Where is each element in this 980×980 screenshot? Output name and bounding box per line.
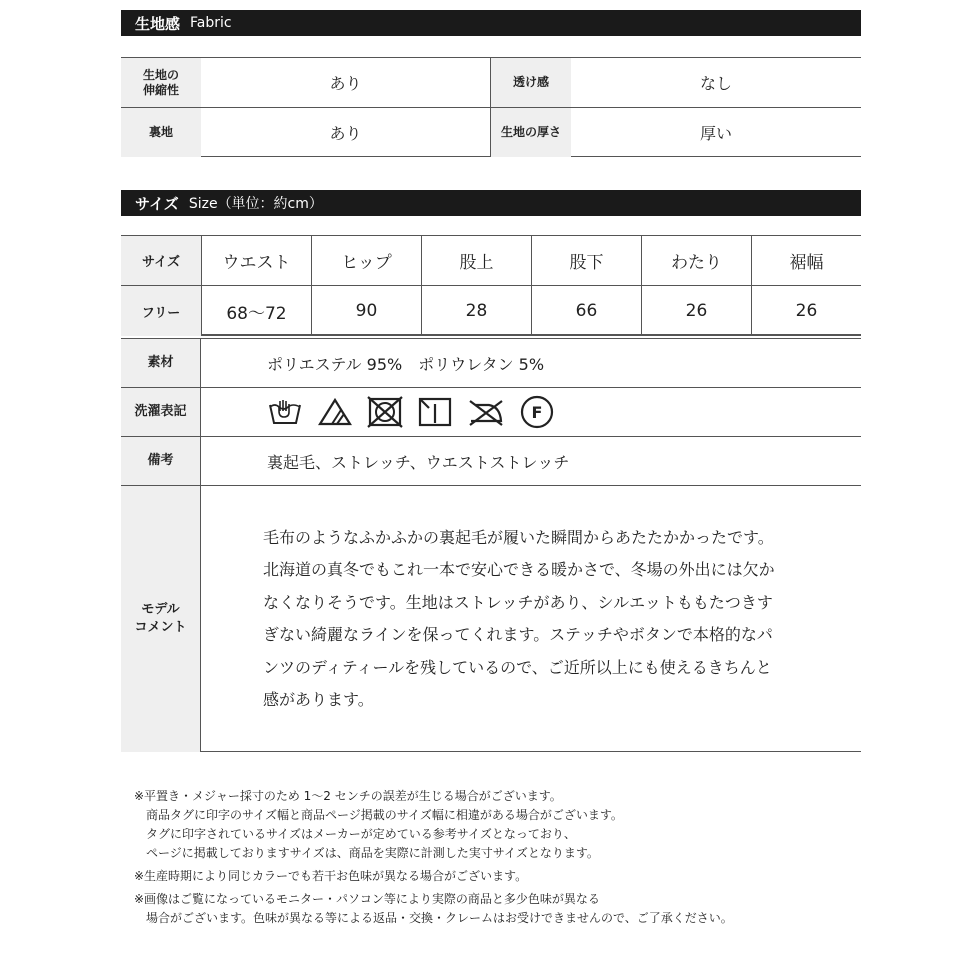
thickness-label: 生地の厚さ [491,108,571,157]
inseam-value: 66 [531,286,641,336]
svg-text:F: F [531,403,543,422]
note-line: 商品タグに印字のサイズ幅と商品ページ掲載のサイズ幅に相違がある場合がございます。 [134,808,623,822]
note-line: タグに印字されているサイズはメーカーが定めている参考サイズとなっており、 [134,827,576,841]
material-value: ポリエステル 95% ポリウレタン 5% [267,354,545,374]
size-header-row [121,236,861,286]
stretch-value: あり [201,58,491,107]
size-free: フリー [121,286,201,336]
comment-row [121,486,861,752]
hip-value: 90 [311,286,421,336]
rise-value: 28 [421,286,531,336]
no-tumble-dry-icon [367,396,403,428]
low-iron-icon [467,397,505,427]
waist-value: 68〜72 [201,286,311,336]
comment-line: ぎない綺麗なラインを保ってくれます。ステッチやボタンで本格的なパ [263,625,773,644]
remarks-row [121,437,861,486]
size-header-hem: 裾幅 [751,236,861,285]
note-line: ※平置き・メジャー採寸のため 1〜2 センチの誤差が生じる場合がございます。 [134,789,562,803]
material-label: 素材 [121,339,201,387]
comment-line: 感があります。 [263,690,374,709]
thigh-value: 26 [641,286,751,336]
notes [134,787,733,928]
fabric-row [121,58,861,108]
sheerness-label: 透け感 [491,58,571,107]
hem-value: 26 [751,286,861,336]
note-line: ページに掲載しておりますサイズは、商品を実際に計測した実寸サイズとなります。 [134,846,599,860]
size-header-size: サイズ [121,236,201,285]
size-section-title: サイズ [135,194,179,213]
line-dry-icon [417,396,453,428]
comment-label: モデル コメント [121,486,201,752]
table-row [121,286,861,336]
stretch-label: 生地の 伸縮性 [121,58,201,107]
size-header-inseam: 股下 [531,236,641,285]
fabric-table [121,57,861,157]
comment-line: 北海道の真冬でもこれ一本で安心できる暖かさで、冬場の外出には欠か [263,560,775,579]
size-table [121,235,861,336]
size-header-thigh: わたり [641,236,751,285]
comment-line: なくなりそうです。生地はストレッチがあり、シルエットももたつきす [263,592,773,612]
thickness-value: 厚い [699,124,732,143]
remarks-label: 備考 [121,437,201,485]
size-header-hip: ヒップ [311,236,421,285]
comment-line: 毛布のようなふかふかの裏起毛が履いた瞬間からあたたかかったです。 [263,527,774,547]
lining-label: 裏地 [121,108,201,157]
dry-clean-f-icon [519,395,555,429]
comment-box [201,486,861,752]
size-section-subtitle: Size（単位：約cm） [188,196,323,212]
wash-label: 洗濯表記 [121,388,201,436]
note-line: ※生産時期により同じカラーでも若干お色味が異なる場合がございます。 [134,869,528,883]
bleach-triangle-icon [317,397,353,427]
size-unit: （単位：約cm） [217,196,323,212]
fabric-section-header [121,10,861,36]
size-header-rise: 股上 [421,236,531,285]
size-header-waist: ウエスト [201,236,311,285]
note-line: ※画像はご覧になっているモニター・パソコン等により実際の商品と多少色味が異なる [134,892,600,906]
note-line: 場合がございます。色味が異なる等による返品・交換・クレームはお受けできませんので、ご了承ください。 [134,911,733,925]
wash-row [121,388,861,437]
hand-wash-icon [267,397,303,427]
model-comment [201,522,791,717]
wash-icons [201,388,861,436]
comment-line: ンツのディティールを残しているので、ご近所以上にも使えるきちんと [263,657,772,677]
fabric-row [121,108,861,157]
remarks-value: 裏起毛、ストレッチ、ウエストストレッチ [267,452,570,472]
fabric-section-title: 生地感 [135,14,181,33]
lining-value: あり [201,108,491,157]
sheerness-value: なし [699,74,732,93]
info-table [121,338,861,752]
size-section-header [121,190,861,216]
fabric-section-subtitle: Fabric [190,15,232,31]
material-row [121,339,861,388]
